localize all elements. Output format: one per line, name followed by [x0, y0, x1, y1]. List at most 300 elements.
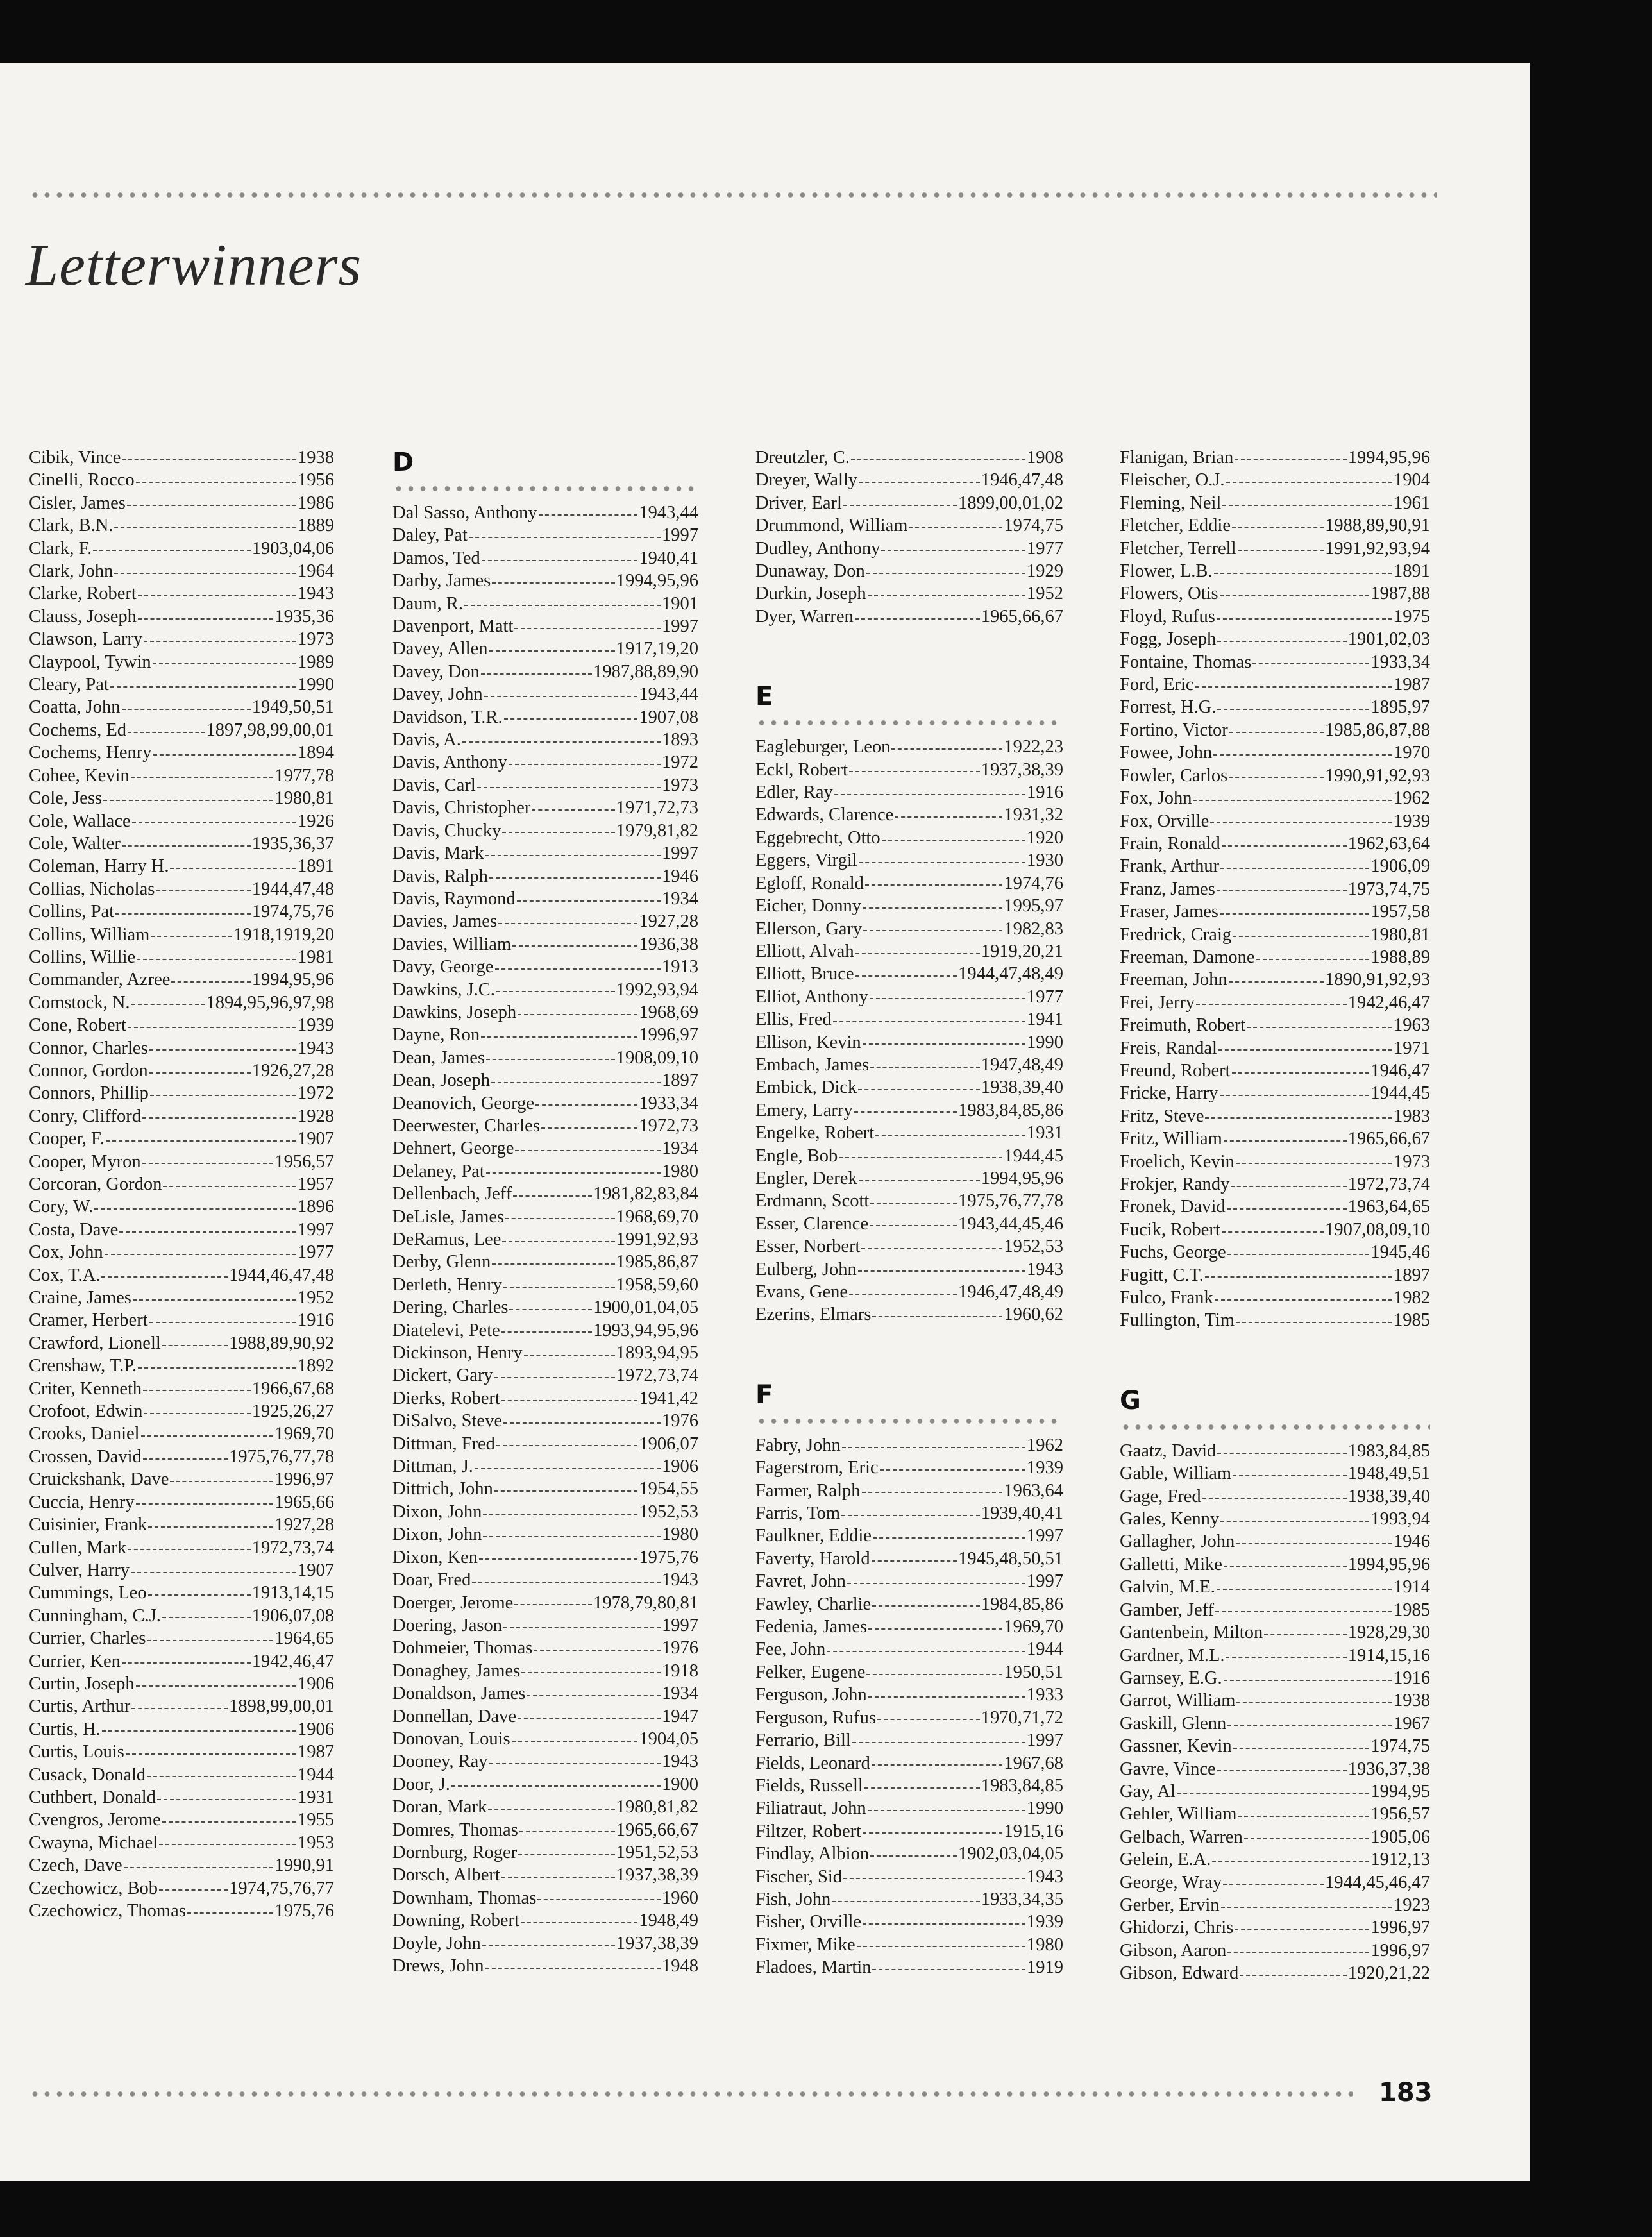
letterwinner-entry — [29, 1082, 334, 1104]
letterwinner-entry — [392, 1682, 698, 1705]
letter-years: 1908,09,10 — [616, 1047, 698, 1068]
dash-leader — [870, 998, 1025, 999]
letterwinner-entry — [392, 1455, 698, 1478]
letter-years: 1982,83 — [1004, 918, 1063, 939]
player-name: Cwayna, Michael — [29, 1832, 158, 1853]
letter-years: 1969,70 — [1004, 1617, 1063, 1637]
dash-leader — [503, 1627, 661, 1628]
player-name: Ellison, Kevin — [755, 1032, 861, 1052]
letter-years: 1942,46,47 — [1347, 992, 1430, 1013]
dash-leader — [868, 1810, 1025, 1811]
dash-leader — [138, 618, 274, 620]
player-name: Fugitt, C.T. — [1120, 1265, 1204, 1285]
letterwinner-entry — [755, 1888, 1063, 1911]
letter-years: 1936,38 — [639, 934, 698, 954]
letterwinner-entry — [755, 1661, 1063, 1684]
player-name: Embach, James — [755, 1054, 870, 1075]
dash-leader — [149, 1322, 296, 1323]
dash-leader — [868, 1696, 1025, 1698]
letter-years: 1967,68 — [1004, 1753, 1063, 1773]
letterwinner-entry — [1120, 1151, 1430, 1173]
letter-years: 1991,92,93 — [616, 1229, 698, 1249]
letterwinner-entry — [29, 1264, 334, 1287]
letterwinner-entry — [1120, 1644, 1430, 1667]
dash-leader — [489, 650, 615, 652]
letterwinner-entry — [29, 1877, 334, 1900]
player-name: Dittrich, John — [392, 1479, 493, 1499]
letterwinner-entry — [29, 1514, 334, 1536]
player-name: Freeman, John — [1120, 970, 1227, 990]
letter-years: 1943 — [1027, 1259, 1063, 1279]
letter-years: 1969,70 — [274, 1424, 334, 1444]
dash-leader — [1235, 1929, 1369, 1930]
player-name: Czechowicz, Thomas — [29, 1901, 186, 1921]
letterwinner-entry — [29, 832, 334, 855]
player-name: Coatta, John — [29, 697, 121, 718]
dash-leader — [833, 1021, 1025, 1022]
dash-leader — [144, 1413, 250, 1414]
player-name: Engler, Derek — [755, 1168, 857, 1188]
dash-leader — [524, 1355, 615, 1356]
letter-years: 1978,79,80,81 — [593, 1592, 698, 1613]
player-name: Floyd, Rufus — [1120, 606, 1215, 627]
letter-years: 1906,07,08 — [251, 1605, 334, 1626]
dash-leader — [512, 1741, 638, 1742]
dash-leader — [870, 1203, 957, 1204]
letterwinner-entry — [29, 446, 334, 469]
player-name: Ghidorzi, Chris — [1120, 1918, 1234, 1938]
column-1 — [29, 446, 334, 1922]
dash-leader — [518, 1014, 637, 1015]
player-name: Gerber, Ervin — [1120, 1895, 1220, 1915]
letter-years: 1992,93,94 — [616, 979, 698, 1000]
letterwinner-entry — [1120, 1440, 1430, 1462]
dash-leader — [504, 718, 638, 720]
dash-leader — [863, 1832, 1002, 1834]
player-name: Galvin, M.E. — [1120, 1577, 1215, 1598]
section-dotted-rule — [755, 1417, 1063, 1425]
letterwinner-entry — [1120, 560, 1430, 582]
letter-years: 1948,49 — [639, 1911, 698, 1931]
letterwinner-entry — [29, 1854, 334, 1877]
letter-years: 1927,28 — [274, 1515, 334, 1535]
letterwinner-entry — [392, 661, 698, 683]
dash-leader — [518, 1718, 661, 1719]
player-name: Daley, Pat — [392, 525, 468, 546]
player-name: Dehnert, George — [392, 1138, 514, 1159]
dash-leader — [1222, 845, 1347, 847]
player-name: Freimuth, Robert — [1120, 1015, 1246, 1036]
player-name: Fabry, John — [755, 1435, 841, 1455]
letter-years: 1935,36 — [274, 606, 334, 627]
letterwinner-entry — [755, 582, 1063, 605]
section-dotted-rule — [755, 719, 1063, 727]
player-name: Comstock, N. — [29, 992, 130, 1013]
dash-leader — [157, 1799, 296, 1800]
letter-years: 1908 — [1027, 448, 1063, 468]
letterwinner-entry — [29, 1468, 334, 1490]
letter-years: 1933,34 — [1370, 652, 1430, 672]
dash-leader — [1213, 754, 1392, 756]
dash-leader — [496, 1445, 637, 1446]
dash-leader — [1236, 1322, 1392, 1323]
letter-years: 1937,38,39 — [981, 759, 1063, 780]
player-name: Eagleburger, Leon — [755, 737, 891, 757]
dash-leader — [141, 1435, 274, 1437]
player-name: Gelbach, Warren — [1120, 1827, 1243, 1847]
letter-years: 1943 — [662, 1752, 698, 1772]
letterwinner-entry — [392, 1092, 698, 1115]
player-name: Froelich, Kevin — [1120, 1151, 1235, 1172]
player-name: Edler, Ray — [755, 782, 833, 803]
player-name: Durkin, Joseph — [755, 584, 866, 604]
player-name: Gamber, Jeff — [1120, 1600, 1215, 1620]
section-dotted-rule — [392, 485, 698, 493]
dash-leader — [1232, 1072, 1370, 1074]
letterwinner-entry — [29, 1195, 334, 1218]
letter-years: 1943,44 — [639, 684, 698, 705]
player-name: Felker, Eugene — [755, 1662, 866, 1682]
dash-leader — [170, 1481, 273, 1482]
letterwinner-entry — [29, 968, 334, 991]
player-name: Cleary, Pat — [29, 675, 109, 695]
player-name: Gibson, Edward — [1120, 1963, 1239, 1984]
letter-years: 1965,66,67 — [616, 1819, 698, 1840]
letterwinner-entry — [1120, 1530, 1430, 1553]
letter-years: 1990,91,92,93 — [1325, 765, 1430, 786]
dash-leader — [505, 1218, 615, 1219]
letter-years: 1996,97 — [1370, 1918, 1430, 1938]
letterwinner-entry — [1120, 719, 1430, 741]
player-name: Clark, B.N. — [29, 516, 114, 536]
letter-years: 1947,48,49 — [981, 1054, 1063, 1075]
player-name: Garrot, William — [1120, 1691, 1236, 1711]
letter-years: 1952 — [1027, 584, 1063, 604]
player-name: Cisler, James — [29, 493, 126, 513]
letter-years: 1907 — [298, 1129, 334, 1149]
dash-leader — [1223, 1884, 1324, 1885]
letterwinner-entry — [1120, 878, 1430, 900]
letterwinner-entry — [1120, 1173, 1430, 1195]
letter-years: 1933,34,35 — [981, 1889, 1063, 1909]
letterwinner-entry — [1120, 1037, 1430, 1059]
letter-years: 1893,94,95 — [616, 1343, 698, 1363]
letterwinner-entry — [1120, 514, 1430, 537]
dash-leader — [138, 595, 296, 596]
letterwinner-entry — [29, 1764, 334, 1786]
letter-years: 1901 — [662, 593, 698, 614]
letter-years: 1965,66 — [274, 1492, 334, 1512]
dash-leader — [124, 1867, 274, 1868]
letter-years: 1997 — [1027, 1730, 1063, 1751]
letterwinner-entry — [29, 855, 334, 877]
letterwinner-entry — [29, 1605, 334, 1627]
dash-leader — [515, 1150, 661, 1151]
letter-years: 1927,28 — [639, 911, 698, 932]
dash-leader — [1222, 1231, 1324, 1233]
dash-leader — [513, 1195, 592, 1197]
letter-years: 1986 — [298, 493, 334, 513]
letterwinner-entry — [392, 842, 698, 865]
dash-leader — [114, 527, 296, 528]
letterwinner-entry — [29, 1582, 334, 1604]
letterwinner-entry — [29, 1378, 334, 1400]
player-name: Fagerstrom, Eric — [755, 1458, 879, 1478]
letterwinner-entry — [392, 1501, 698, 1523]
letterwinner-entry — [1120, 651, 1430, 673]
letter-years: 1980,81 — [1370, 924, 1430, 945]
letterwinner-entry — [29, 1650, 334, 1673]
player-name: Fronek, David — [1120, 1197, 1226, 1217]
player-name: Emery, Larry — [755, 1100, 853, 1120]
player-name: Cone, Robert — [29, 1015, 126, 1036]
dash-leader — [877, 1719, 980, 1720]
player-name: Donnellan, Dave — [392, 1706, 517, 1726]
dash-leader — [862, 1492, 1003, 1493]
letter-years: 1907,08,09,10 — [1325, 1219, 1430, 1240]
player-name: Deanovich, George — [392, 1093, 535, 1113]
letterwinner-entry — [29, 900, 334, 923]
player-name: Cooper, F. — [29, 1129, 105, 1149]
letter-years: 1972 — [662, 752, 698, 773]
dash-leader — [859, 862, 1025, 863]
player-name: Donaghey, James — [392, 1660, 521, 1681]
player-name: Crossen, David — [29, 1446, 142, 1467]
dash-leader — [486, 1172, 661, 1174]
letter-years: 1990,91 — [274, 1855, 334, 1876]
letterwinner-entry — [755, 1054, 1063, 1076]
dash-leader — [102, 1730, 296, 1732]
player-name: Dixon, Ken — [392, 1547, 478, 1567]
letterwinner-entry — [755, 940, 1063, 963]
letter-years: 1970,71,72 — [981, 1707, 1063, 1728]
letterwinner-entry — [392, 1796, 698, 1818]
letter-years: 1920 — [1027, 827, 1063, 848]
letter-years: 1993,94,95,96 — [593, 1320, 698, 1340]
letter-years: 1943 — [298, 584, 334, 604]
dash-leader — [122, 845, 251, 847]
letterwinner-entry — [29, 651, 334, 673]
player-name: Delaney, Pat — [392, 1161, 485, 1181]
player-name: Gales, Kenny — [1120, 1509, 1220, 1530]
dash-leader — [136, 1685, 296, 1687]
dash-leader — [501, 1331, 592, 1333]
page-title: Letterwinners — [26, 232, 362, 298]
player-name: Fritz, Steve — [1120, 1106, 1204, 1126]
dash-leader — [1233, 1748, 1370, 1749]
letter-years: 1922,23 — [1004, 737, 1063, 757]
letter-years: 1994,95,96 — [251, 970, 334, 990]
letter-years: 1988,89 — [1370, 947, 1430, 967]
letter-years: 1891 — [298, 856, 334, 877]
letterwinner-entry — [1120, 1576, 1430, 1598]
letter-years: 1989 — [298, 652, 334, 672]
player-name: Fish, John — [755, 1889, 831, 1909]
dash-leader — [1195, 686, 1392, 688]
letter-years: 1977 — [1027, 986, 1063, 1007]
player-name: Davey, John — [392, 684, 483, 705]
letter-years: 1965,66,67 — [981, 606, 1063, 627]
dash-leader — [485, 1968, 661, 1969]
dash-leader — [148, 1526, 273, 1528]
dash-leader — [849, 1294, 957, 1295]
letter-years: 1973 — [298, 629, 334, 650]
dash-leader — [1217, 709, 1369, 710]
dash-leader — [512, 945, 637, 947]
letterwinner-entry — [755, 1076, 1063, 1099]
player-name: Dooney, Ray — [392, 1752, 488, 1772]
letter-years: 1948,49,51 — [1347, 1464, 1430, 1484]
letterwinner-entry — [29, 1127, 334, 1150]
player-name: Davy, George — [392, 957, 494, 977]
letter-years: 1972 — [298, 1083, 334, 1104]
letterwinner-entry — [392, 570, 698, 592]
dash-leader — [93, 550, 250, 551]
letterwinner-entry — [29, 1559, 334, 1582]
dash-leader — [1244, 1838, 1370, 1839]
letter-years: 1946,47 — [1370, 1060, 1430, 1081]
player-name: Fox, John — [1120, 788, 1192, 809]
letterwinner-entry — [1120, 1219, 1430, 1241]
player-name: Curtis, Louis — [29, 1742, 124, 1762]
letterwinner-entry — [392, 524, 698, 546]
player-name: Gable, William — [1120, 1464, 1232, 1484]
letterwinner-entry — [755, 1911, 1063, 1933]
dash-leader — [1214, 573, 1392, 574]
player-name: Farris, Tom — [755, 1503, 841, 1524]
letter-years: 1963,64,65 — [1347, 1197, 1430, 1217]
player-name: Fulco, Frank — [1120, 1288, 1213, 1308]
player-name: Faverty, Harold — [755, 1548, 870, 1569]
letter-years: 1961 — [1394, 493, 1430, 513]
letter-years: 1939 — [1027, 1458, 1063, 1478]
dash-leader — [872, 1969, 1025, 1970]
letter-years: 1990 — [298, 675, 334, 695]
player-name: Esser, Norbert — [755, 1237, 861, 1257]
dash-leader — [1227, 1725, 1392, 1726]
letterwinner-entry — [29, 1900, 334, 1922]
dash-leader — [1217, 618, 1392, 620]
dash-leader — [1224, 1566, 1347, 1567]
letterwinner-entry — [755, 1145, 1063, 1167]
player-name: Fuchs, George — [1120, 1242, 1226, 1263]
letter-years: 1948 — [662, 1956, 698, 1976]
letterwinner-entry — [1120, 1599, 1430, 1621]
player-name: Doering, Jason — [392, 1615, 502, 1635]
letterwinner-entry — [392, 1387, 698, 1410]
player-name: Dyer, Warren — [755, 606, 854, 627]
letterwinner-entry — [29, 1241, 334, 1263]
player-name: Favret, John — [755, 1571, 846, 1592]
letter-years: 1980,81 — [274, 788, 334, 809]
letter-section — [1120, 446, 1430, 1332]
dash-leader — [475, 1468, 661, 1469]
dash-leader — [1217, 1453, 1346, 1454]
dash-leader — [863, 1043, 1025, 1045]
dash-leader — [868, 1628, 1002, 1630]
letter-years: 1968,69 — [639, 1002, 698, 1022]
letter-years: 1906 — [298, 1673, 334, 1694]
letter-years: 1952,53 — [639, 1501, 698, 1522]
dash-leader — [1236, 1702, 1392, 1703]
letterwinner-entry — [1120, 446, 1430, 469]
letterwinner-entry — [755, 1775, 1063, 1797]
dash-leader — [868, 595, 1025, 596]
letter-years: 1925,26,27 — [251, 1401, 334, 1422]
letterwinner-entry — [755, 1456, 1063, 1479]
letter-years: 1988,89,90,92 — [229, 1333, 334, 1353]
letterwinner-entry — [392, 933, 698, 956]
letterwinner-entry — [392, 706, 698, 729]
letterwinner-entry — [755, 1190, 1063, 1212]
letterwinner-entry — [392, 637, 698, 660]
dash-leader — [854, 1111, 957, 1113]
letter-years: 1993,94 — [1370, 1509, 1430, 1530]
column-4 — [1120, 446, 1430, 1985]
letter-years: 1962 — [1394, 788, 1430, 809]
dash-leader — [483, 1536, 661, 1537]
letterwinner-entry — [29, 1037, 334, 1059]
letterwinner-entry — [392, 1296, 698, 1319]
player-name: Cunningham, C.J. — [29, 1605, 161, 1626]
letter-years: 1933 — [1027, 1685, 1063, 1705]
player-name: Domres, Thomas — [392, 1819, 518, 1840]
letter-years: 1916 — [1027, 782, 1063, 803]
player-name: Gardner, M.L. — [1120, 1645, 1225, 1666]
dash-leader — [858, 1089, 979, 1090]
letterwinner-entry — [1120, 1667, 1430, 1689]
letter-years: 1983,84,85 — [981, 1775, 1063, 1796]
dash-leader — [1231, 1186, 1346, 1187]
letter-years: 1912,13 — [1370, 1850, 1430, 1870]
player-name: Doerger, Jerome — [392, 1592, 514, 1613]
letter-years: 1894,95,96,97,98 — [206, 992, 334, 1013]
dash-leader — [1232, 527, 1324, 528]
letter-years: 1928,29,30 — [1347, 1623, 1430, 1643]
letterwinner-entry — [392, 1001, 698, 1024]
letter-years: 1995,97 — [1004, 896, 1063, 916]
player-name: Davies, William — [392, 934, 512, 954]
player-name: Darby, James — [392, 571, 491, 591]
player-name: Dayne, Ron — [392, 1025, 480, 1045]
dash-leader — [863, 907, 1002, 909]
letter-years: 1941 — [1027, 1009, 1063, 1030]
letter-years: 1937,38,39 — [616, 1933, 698, 1954]
letterwinner-entry — [755, 1258, 1063, 1281]
player-name: Deerwester, Charles — [392, 1115, 540, 1136]
player-name: Dean, Joseph — [392, 1070, 490, 1091]
player-name: Collias, Nicholas — [29, 879, 155, 899]
player-name: Czechowicz, Bob — [29, 1878, 158, 1898]
letterwinner-entry — [1120, 1127, 1430, 1150]
letter-years: 1956 — [298, 470, 334, 491]
letterwinner-entry — [29, 1809, 334, 1831]
dash-leader — [519, 1831, 615, 1832]
player-name: Crenshaw, T.P. — [29, 1356, 137, 1376]
letterwinner-entry — [29, 537, 334, 560]
player-name: Driver, Earl — [755, 493, 842, 513]
letter-section — [755, 1379, 1063, 1979]
letterwinner-entry — [1120, 832, 1430, 855]
player-name: Egloff, Ronald — [755, 873, 864, 893]
letter-years: 1937,38,39 — [616, 1865, 698, 1886]
letter-years: 1962,63,64 — [1347, 833, 1430, 854]
dash-leader — [187, 1912, 274, 1914]
letterwinner-entry — [755, 1548, 1063, 1570]
letterwinner-entry — [392, 1183, 698, 1205]
player-name: Clauss, Joseph — [29, 606, 137, 627]
letter-years: 1958,59,60 — [616, 1274, 698, 1295]
